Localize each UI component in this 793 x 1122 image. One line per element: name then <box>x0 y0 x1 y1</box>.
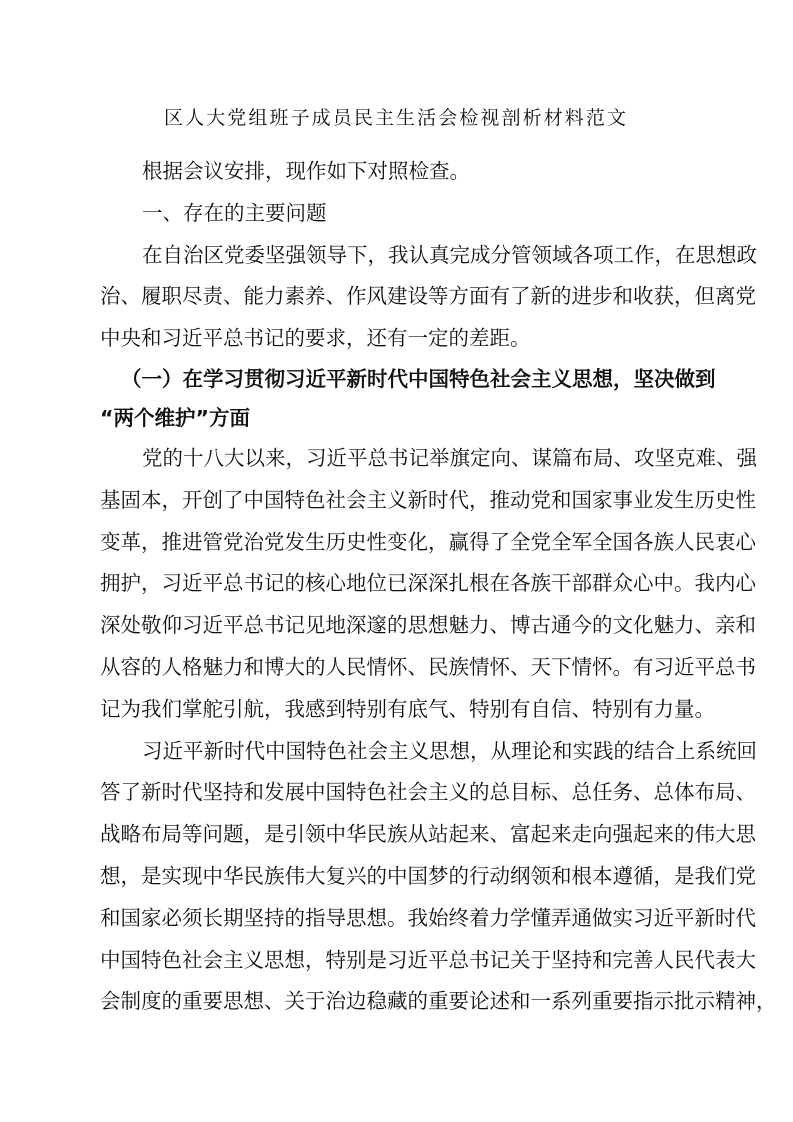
document-body <box>100 151 777 1023</box>
heading-line: （一）在学习贯彻习近平新时代中国特色社会主义思想，坚决做到 <box>121 366 716 391</box>
paragraph <box>100 438 757 731</box>
paragraph-line: 中国特色社会主义思想，特别是习近平总书记关于坚持和完善人民代表大 <box>100 947 756 972</box>
paragraph-line: 变革，推进管党治党发生历史性变化，赢得了全党全军全国各族人民衷心 <box>100 529 756 554</box>
paragraph-line: 基固本，开创了中国特色社会主义新时代，推动党和国家事业发生历史性 <box>100 487 756 512</box>
paragraph-line: 记为我们掌舵引航，我感到特别有底气、特别有自信、特别有力量。 <box>100 696 715 721</box>
paragraph-line: 拥护，习近平总书记的核心地位已深深扎根在各族干部群众心中。我内心 <box>100 571 756 596</box>
paragraph-line: 和国家必须长期坚持的指导思想。我始终着力学懂弄通做实习近平新时代 <box>100 905 756 930</box>
heading-line: “两个维护”方面 <box>100 405 250 430</box>
paragraph <box>100 235 757 360</box>
paragraph-line: 答了新时代坚持和发展中国特色社会主义的总目标、总任务、总体布局、 <box>100 780 756 805</box>
paragraph <box>100 731 777 1024</box>
paragraph-line: 想，是实现中华民族伟大复兴的中国梦的行动纲领和根本遵循，是我们党 <box>100 863 756 888</box>
paragraph-line: 会制度的重要思想、关于治边稳藏的重要论述和一系列重要指示批示精神， <box>100 989 777 1014</box>
paragraph-line: 从容的人格魅力和博大的人民情怀、民族情怀、天下情怀。有习近平总书 <box>100 654 756 679</box>
paragraph-line: 习近平新时代中国特色社会主义思想，从理论和实践的结合上系统回 <box>142 738 757 763</box>
paragraph-line: 党的十八大以来，习近平总书记举旗定向、谋篇布局、攻坚克难、强 <box>142 445 757 470</box>
paragraph-line: 治、履职尽责、能力素养、作风建设等方面有了新的进步和收获，但离党 <box>100 284 756 309</box>
paragraph-line: 中央和习近平总书记的要求，还有一定的差距。 <box>100 326 531 351</box>
subsection-heading <box>100 360 716 438</box>
paragraph-intro: 根据会议安排，现作如下对照检查。 <box>142 159 470 183</box>
section-heading: 一、存在的主要问题 <box>142 200 327 225</box>
document-title: 区人大党组班子成员民主生活会检视剖析材料范文 <box>164 107 626 129</box>
paragraph-line: 战略布局等问题，是引领中华民族从站起来、富起来走向强起来的伟大思 <box>100 822 756 847</box>
paragraph-line: 深处敬仰习近平总书记见地深邃的思想魅力、博古通今的文化魅力、亲和 <box>100 613 756 638</box>
paragraph-line: 在自治区党委坚强领导下，我认真完成分管领域各项工作，在思想政 <box>142 242 757 267</box>
